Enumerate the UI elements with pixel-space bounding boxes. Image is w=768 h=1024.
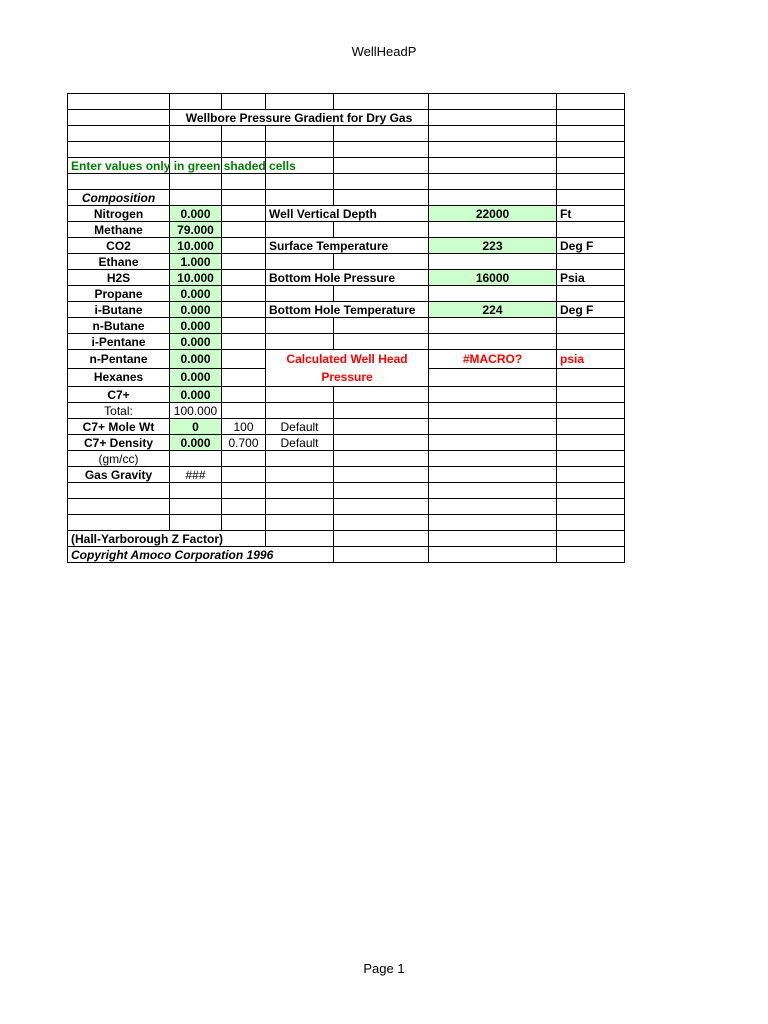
table-row: [68, 547, 625, 563]
component-input[interactable]: 0.000: [170, 387, 222, 403]
table-row: [68, 318, 625, 334]
bottom-hole-pressure-label: Bottom Hole Pressure: [266, 270, 429, 286]
component-label: Hexanes: [68, 368, 170, 387]
component-label: H2S: [68, 270, 170, 286]
component-label: CO2: [68, 238, 170, 254]
component-label: Propane: [68, 286, 170, 302]
component-input[interactable]: 1.000: [170, 254, 222, 270]
table-row: [68, 238, 625, 254]
table-row: [68, 334, 625, 350]
gas-gravity-label: Gas Gravity: [68, 467, 170, 483]
well-head-pressure-value: #MACRO?: [429, 350, 557, 369]
table-row: [68, 110, 625, 126]
table-row: [68, 483, 625, 499]
c7-density-default: 0.700: [222, 435, 266, 451]
table-row: [68, 270, 625, 286]
table-row: [68, 126, 625, 142]
c7-mole-wt-label: C7+ Mole Wt: [68, 419, 170, 435]
instruction-text: Enter values only in green shaded cells: [68, 158, 170, 174]
spreadsheet-grid: [67, 93, 625, 563]
component-input[interactable]: 0.000: [170, 302, 222, 318]
bottom-hole-temp-label: Bottom Hole Temperature: [266, 302, 429, 318]
table-row: [68, 419, 625, 435]
c7-mole-wt-default: 100: [222, 419, 266, 435]
c7-mole-wt-default-label: Default: [266, 419, 334, 435]
well-head-pressure-label: [266, 350, 429, 387]
gas-gravity-value: ###: [170, 467, 222, 483]
table-row: [68, 403, 625, 419]
table-row: [68, 515, 625, 531]
table-row: [68, 222, 625, 238]
component-input[interactable]: 0.000: [170, 318, 222, 334]
table-row: [68, 286, 625, 302]
table-row: [68, 94, 625, 110]
table-row: [68, 531, 625, 547]
component-input[interactable]: 10.000: [170, 270, 222, 286]
component-label: i-Butane: [68, 302, 170, 318]
component-label: Methane: [68, 222, 170, 238]
table-row: [68, 254, 625, 270]
component-input[interactable]: 0.000: [170, 206, 222, 222]
table-row: [68, 467, 625, 483]
c7-density-input[interactable]: 0.000: [170, 435, 222, 451]
component-input[interactable]: 10.000: [170, 238, 222, 254]
component-label: Nitrogen: [68, 206, 170, 222]
z-factor-note: (Hall-Yarborough Z Factor): [68, 531, 266, 547]
composition-header: Composition: [68, 190, 170, 206]
well-depth-input[interactable]: 22000: [429, 206, 557, 222]
page-number: Page 1: [363, 961, 405, 976]
component-input[interactable]: 0.000: [170, 350, 222, 369]
component-input[interactable]: 0.000: [170, 368, 222, 387]
bottom-hole-pressure-input[interactable]: 16000: [429, 270, 557, 286]
c7-mole-wt-input[interactable]: 0: [170, 419, 222, 435]
table-row: [68, 174, 625, 190]
well-head-pressure-label-line1: Calculated Well Head: [286, 352, 408, 366]
component-input[interactable]: 79.000: [170, 222, 222, 238]
table-row: [68, 302, 625, 318]
component-label: Ethane: [68, 254, 170, 270]
component-label: n-Pentane: [68, 350, 170, 369]
bottom-hole-temp-input[interactable]: 224: [429, 302, 557, 318]
table-row: [68, 499, 625, 515]
table-row: [68, 158, 625, 174]
total-value: 100.000: [170, 403, 222, 419]
copyright-text: Copyright Amoco Corporation 1996: [68, 547, 334, 563]
table-row: [68, 387, 625, 403]
bottom-hole-pressure-unit: Psia: [557, 270, 625, 286]
well-depth-unit: Ft: [557, 206, 625, 222]
density-unit: (gm/cc): [68, 451, 170, 467]
well-depth-label: Well Vertical Depth: [266, 206, 429, 222]
well-head-pressure-label-line2: Pressure: [321, 370, 373, 384]
bottom-hole-temp-unit: Deg F: [557, 302, 625, 318]
table-row: [68, 142, 625, 158]
sheet-title: Wellbore Pressure Gradient for Dry Gas: [170, 110, 429, 126]
page-header: WellHeadP: [351, 44, 417, 59]
table-row: [68, 350, 625, 369]
component-input[interactable]: 0.000: [170, 334, 222, 350]
surface-temp-label: Surface Temperature: [266, 238, 429, 254]
table-row: [68, 451, 625, 467]
surface-temp-unit: Deg F: [557, 238, 625, 254]
well-head-pressure-unit: psia: [557, 350, 625, 369]
surface-temp-input[interactable]: 223: [429, 238, 557, 254]
c7-density-label: C7+ Density: [68, 435, 170, 451]
component-label: i-Pentane: [68, 334, 170, 350]
c7-density-default-label: Default: [266, 435, 334, 451]
component-label: n-Butane: [68, 318, 170, 334]
component-input[interactable]: 0.000: [170, 286, 222, 302]
table-row: [68, 435, 625, 451]
table-row: [68, 190, 625, 206]
table-row: [68, 206, 625, 222]
total-label: Total:: [68, 403, 170, 419]
component-label: C7+: [68, 387, 170, 403]
